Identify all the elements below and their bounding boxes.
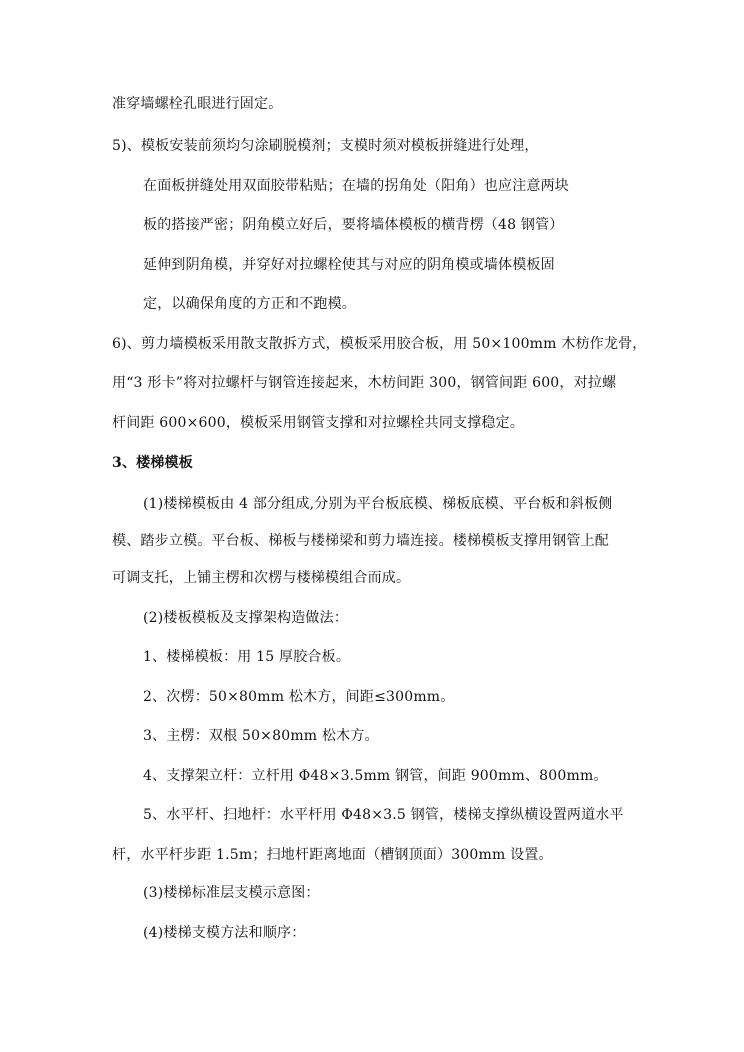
stair-spec-item-3: 3、主楞：双根 50×80mm 松木方。 [143,728,379,744]
item-5-heading-line: 5)、模板安装前须均匀涂刷脱模剂；支模时须对模板拼缝进行处理， [112,138,539,154]
stair-spec-item-5-line-2: 杆，水平杆步距 1.5m；扫地杆距离地面（槽钢顶面）300mm 设置。 [112,847,553,863]
stair-point-3-heading: (3)楼梯标准层支模示意图： [143,885,320,901]
section-heading-stair-formwork: 3、楼梯模板 [112,455,193,471]
item-6-line-2: 用“3 形卡”将对拉螺杆与钢管连接起来，木枋间距 300，钢管间距 600，对拉螺 [112,375,617,391]
paragraph-line-1: 准穿墙螺栓孔眼进行固定。 [112,96,283,112]
item-6-line-3: 杆间距 600×600，模板采用钢管支撑和对拉螺栓共同支撑稳定。 [112,415,525,431]
stair-point-4-heading: (4)楼梯支模方法和顺序： [143,925,306,941]
stair-point-2-heading: (2)楼板模板及支撑架构造做法： [143,610,349,626]
stair-spec-item-5-line-1: 5、水平杆、扫地杆：水平杆用 Φ48×3.5 钢管，楼梯支撑纵横设置两道水平 [143,807,624,823]
item-5-line-4: 延伸到阴角模，并穿好对拉螺栓使其与对应的阴角模或墙体模板固 [143,257,555,273]
stair-spec-item-4: 4、支撑架立杆：立杆用 Φ48×3.5mm 钢管，间距 900mm、800mm。 [143,768,608,784]
stair-spec-item-1: 1、楼梯模板：用 15 厚胶合板。 [143,649,351,665]
item-5-line-2: 在面板拼缝处用双面胶带粘贴；在墙的拐角处（阳角）也应注意两块 [143,178,569,194]
stair-spec-item-2: 2、次楞：50×80mm 松木方，间距≤300mm。 [143,689,455,705]
item-5-line-3: 板的搭接严密；阴角模立好后，要将墙体模板的横背楞（48 钢管） [143,217,564,233]
stair-point-1-line-1: (1)楼梯模板由 4 部分组成,分别为平台板底模、梯板底模、平台板和斜板侧 [143,496,613,512]
stair-point-1-line-2: 模、踏步立模。平台板、梯板与楼梯梁和剪力墙连接。楼梯模板支撑用钢管上配 [112,533,609,549]
item-6-line-1: 6)、剪力墙模板采用散支散拆方式，模板采用胶合板，用 50×100mm 木枋作龙骨， [112,336,647,352]
stair-point-1-line-3: 可调支托，上铺主楞和次楞与楼梯模组合而成。 [112,570,411,586]
item-5-line-5: 定，以确保角度的方正和不跑模。 [143,296,356,312]
